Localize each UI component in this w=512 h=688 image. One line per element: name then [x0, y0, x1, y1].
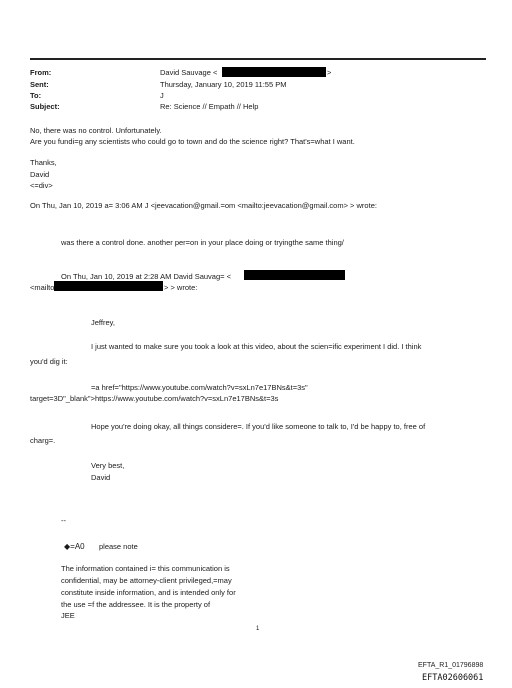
confidential-line-2: confidential, may be attorney-client privileged,=may	[61, 576, 232, 585]
sent-value: Thursday, January 10, 2019 11:55 PM	[160, 80, 287, 89]
reply-thanks: Thanks,	[30, 158, 57, 167]
diamond-icon: ◆=A0	[64, 542, 85, 551]
confidential-line-5: JEE	[61, 611, 75, 620]
reply-name: David	[30, 170, 50, 179]
header-rule	[30, 58, 486, 60]
quote2-closing: Very best,	[91, 461, 125, 470]
confidential-line-3: constitute inside information, and is intended only for	[61, 588, 236, 597]
quote2-paragraph-1a: I just wanted to make sure you took a look at this video, about the scien=ific experiment I did. I think	[91, 342, 422, 351]
quote2-link-b: target=3D"_blank">https://www.youtube.com/watch?v=sxLn7e17BNs&t=3s	[30, 394, 279, 403]
bates-number-1: EFTA_R1_01796898	[418, 662, 484, 669]
reply-div: <=div>	[30, 181, 53, 190]
quote2-paragraph-2b: charg=.	[30, 436, 56, 445]
quote2-paragraph-1b: you'd dig it:	[30, 357, 68, 366]
reply-line-1: No, there was no control. Unfortunately.	[30, 126, 162, 135]
quote2-link-a: =a href="https://www.youtube.com/watch?v=sxLn7e17BNs&t=3s"	[91, 383, 308, 392]
subject-label: Subject:	[30, 102, 60, 111]
from-value: David Sauvage <	[160, 68, 218, 77]
page-number: 1	[256, 626, 260, 632]
quote2-greeting: Jeffrey,	[91, 318, 115, 327]
bates-number-2: EFTA02606061	[422, 673, 484, 683]
subject-value: Re: Science // Empath // Help	[160, 102, 259, 111]
signature-dashes: --	[61, 516, 66, 525]
quote2-signature: David	[91, 473, 111, 482]
to-label: To:	[30, 91, 42, 100]
quote2-attribution-a: On Thu, Jan 10, 2019 at 2:28 AM David Sauvag= <	[61, 272, 231, 281]
redaction-box	[244, 270, 345, 280]
note-label: please note	[99, 542, 138, 551]
quote1-body: was there a control done. another per=on in your place doing or tryingthe same thing/	[61, 238, 344, 247]
redaction-box	[54, 281, 163, 291]
quote1-attribution: On Thu, Jan 10, 2019 a= 3:06 AM J <jeevacation@gmail.=om <mailto:jeevacation@gmail.com> > wrote:	[30, 201, 377, 210]
confidential-line-1: The information contained i= this communication is	[61, 564, 230, 573]
confidential-line-4: the use =f the addressee. It is the property of	[61, 600, 211, 609]
sent-label: Sent:	[30, 80, 49, 89]
from-label: From:	[30, 68, 52, 77]
quote2-paragraph-2a: Hope you're doing okay, all things considere=. If you'd like someone to talk to, I'd be happy to, free of	[91, 422, 426, 431]
quote2-attribution-b: <mailto	[30, 283, 55, 292]
quote2-attribution-c: > > wrote:	[164, 283, 198, 292]
from-tail: >	[327, 68, 332, 77]
to-value: J	[160, 91, 164, 100]
redaction-box	[222, 67, 326, 77]
reply-line-2: Are you fundi=g any scientists who could go to town and do the science right? That's=what I want.	[30, 137, 355, 146]
